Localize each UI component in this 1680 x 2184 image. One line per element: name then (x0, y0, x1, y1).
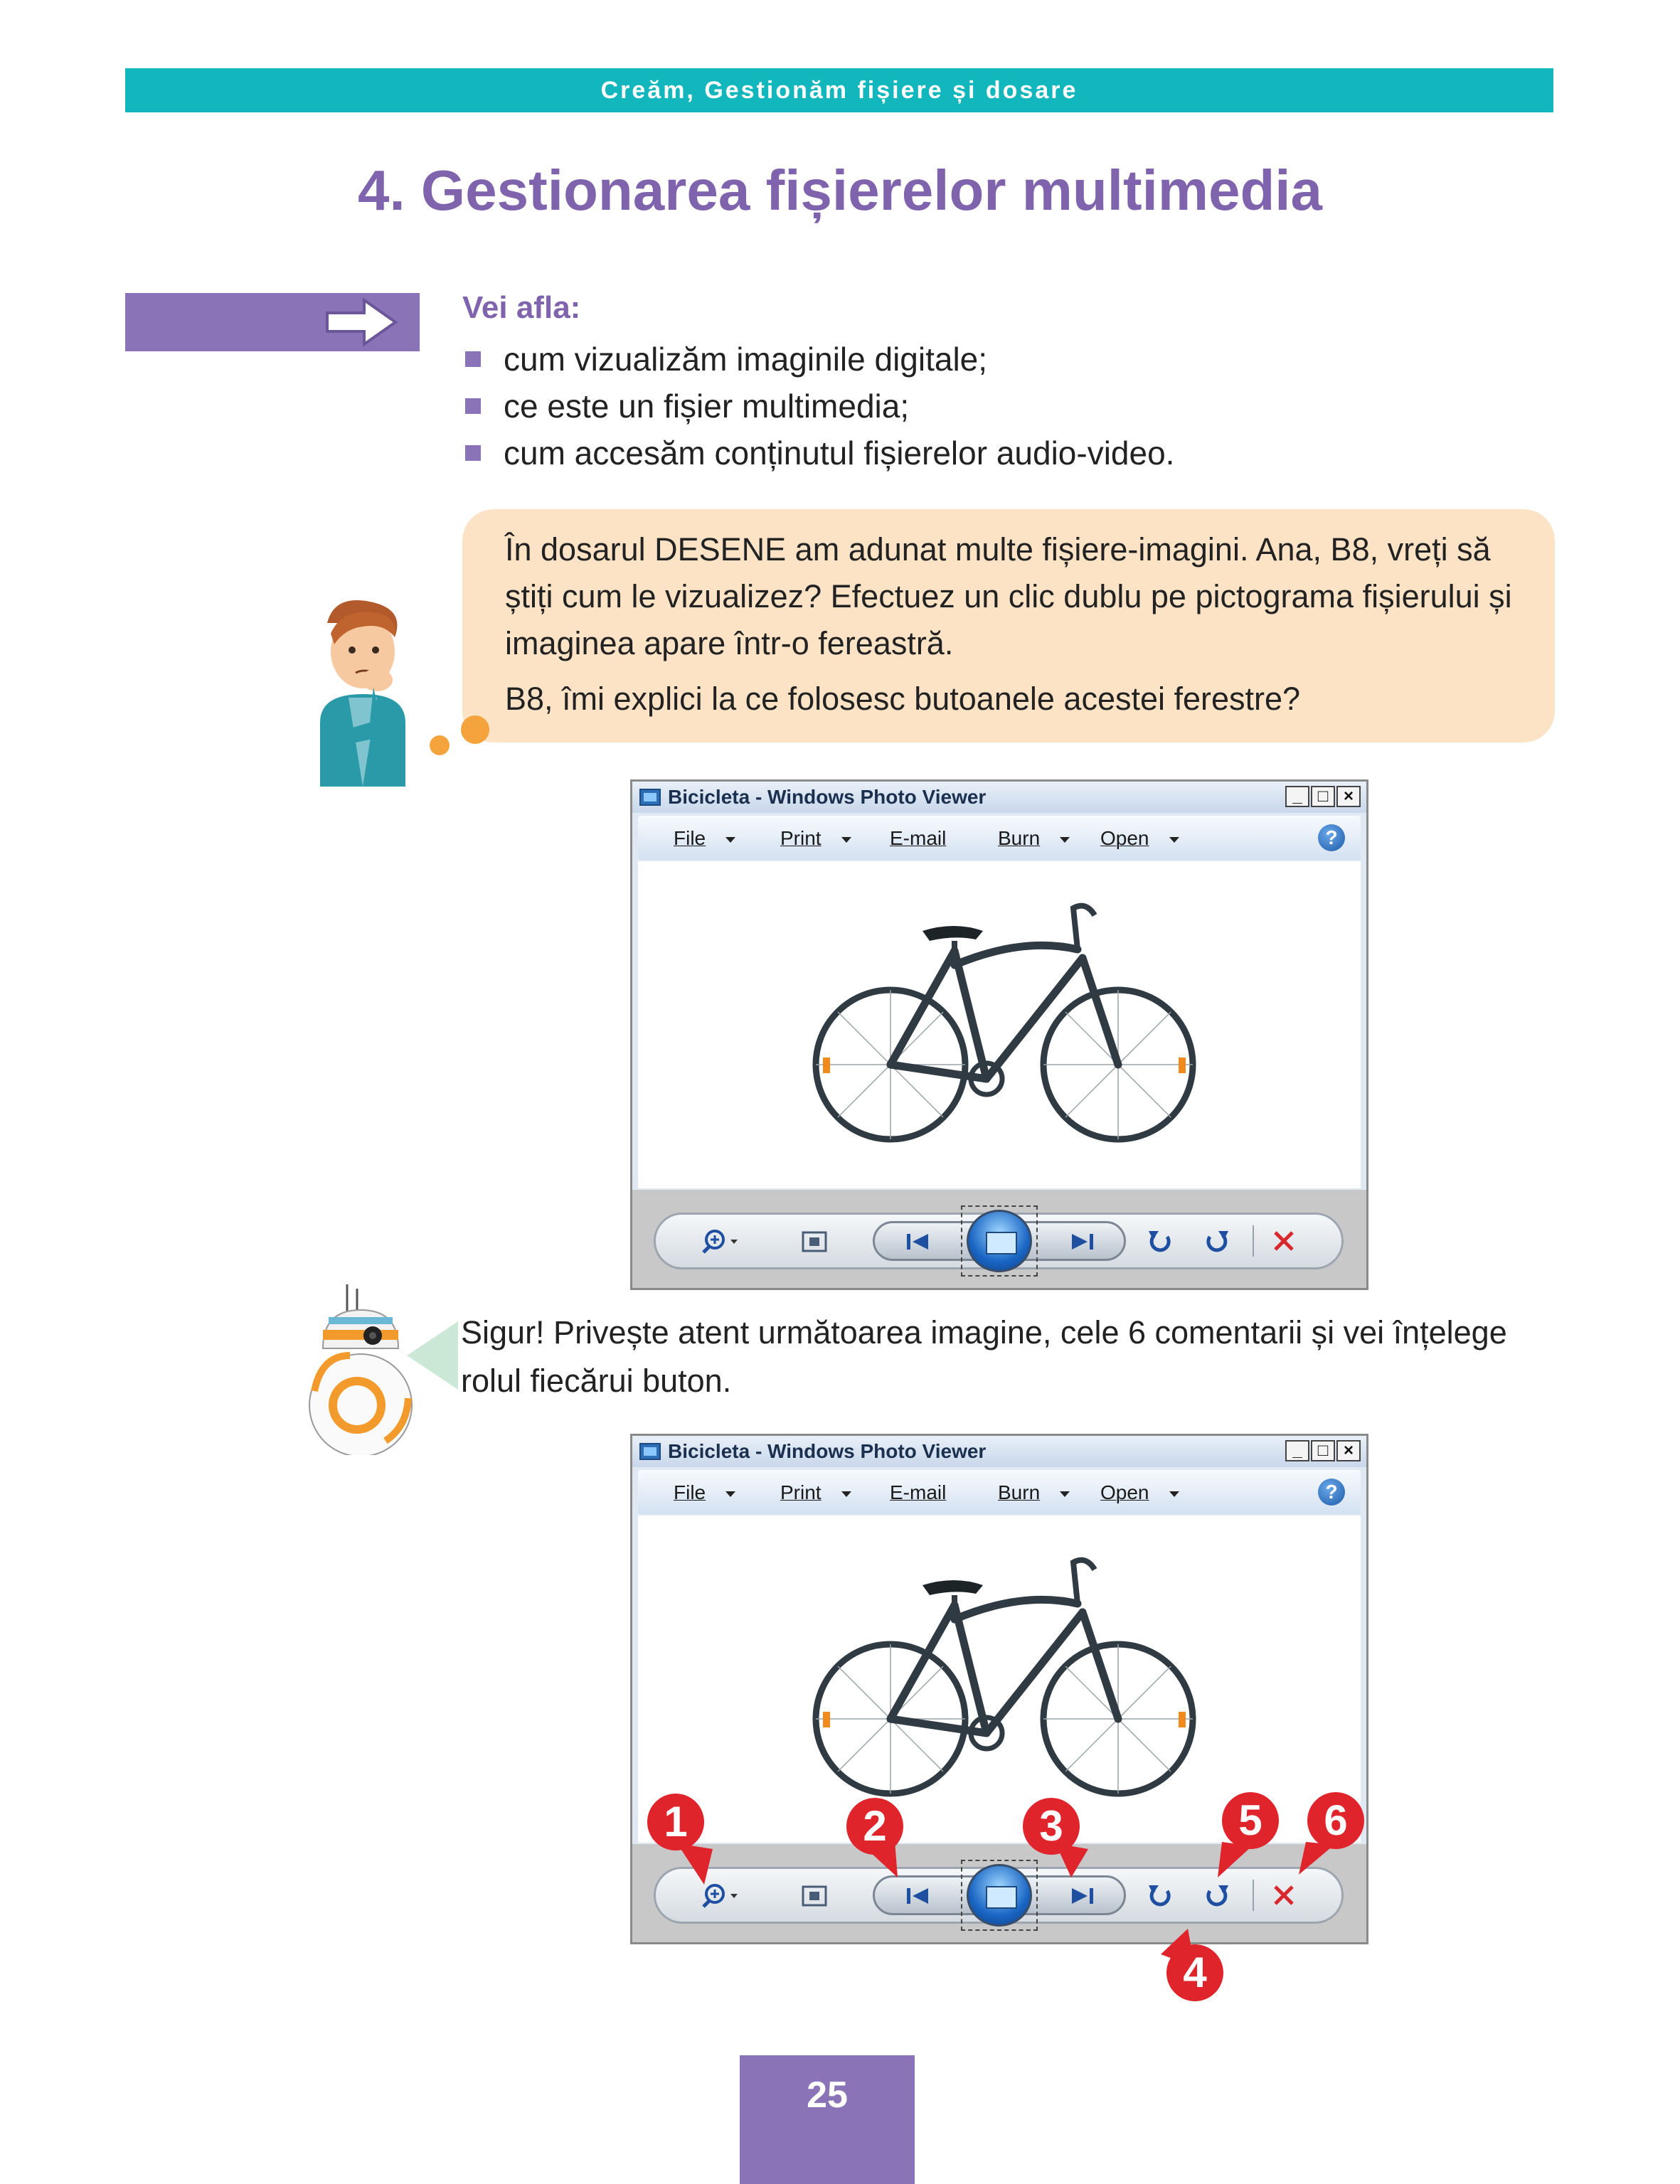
objectives-heading: Vei afla: (462, 290, 581, 325)
robot-reply: Sigur! Privește atent următoarea imagine, cele 6 comentarii și vei înțelege rolul fiecărui buton. (461, 1314, 1507, 1399)
menu-email[interactable]: E-mail (890, 827, 947, 849)
close-window-button[interactable]: × (1336, 1440, 1361, 1461)
objective-item: ce este un fișier multimedia; (462, 383, 1174, 430)
menu-burn[interactable]: Burn (998, 827, 1070, 850)
callout-badge-4: 4 (1166, 1944, 1223, 2001)
callout-badge-5: 5 (1222, 1792, 1279, 1849)
objective-item: cum vizualizăm imaginile digitale; (462, 336, 1174, 383)
window-title: Bicicleta - Windows Photo Viewer (668, 786, 987, 808)
speech-paragraph: B8, îmi explici la ce folosesc butoanele acestei ferestre? (505, 681, 1301, 717)
menu-file[interactable]: File (674, 827, 735, 850)
chapter-header: Creăm, Gestionăm fișiere și dosare (125, 68, 1553, 112)
callout-badge-1: 1 (647, 1794, 704, 1850)
window-title: Bicicleta - Windows Photo Viewer (668, 1440, 987, 1462)
speech-paragraph: În dosarul DESENE am adunat multe fișiere-imagini. Ana, B8, vreți să știți cum le vizualizez? Efectuez un clic dublu pe pictograma fișierului și imaginea apare într-o fereastră. (505, 531, 1512, 661)
close-window-button[interactable]: × (1336, 786, 1361, 807)
page-number-box (740, 2055, 915, 2184)
maximize-button[interactable]: □ (1311, 1440, 1335, 1461)
menu-file[interactable]: File (674, 1481, 735, 1504)
menu-burn[interactable]: Burn (998, 1481, 1070, 1504)
maximize-button[interactable]: □ (1311, 786, 1335, 807)
menu-print[interactable]: Print (780, 1481, 851, 1504)
callout-badge-6: 6 (1307, 1792, 1364, 1849)
help-icon[interactable]: ? (1318, 1479, 1345, 1506)
help-icon[interactable]: ? (1318, 824, 1345, 851)
menu-email[interactable]: E-mail (890, 1481, 947, 1503)
callout-badge-3: 3 (1023, 1798, 1080, 1855)
page-number: 25 (807, 2074, 848, 2116)
callout-badge-2: 2 (846, 1798, 903, 1855)
minimize-button[interactable]: _ (1285, 786, 1309, 807)
menu-open[interactable]: Open (1100, 1481, 1179, 1504)
objective-item: cum accesăm conținutul fișierelor audio-video. (462, 430, 1174, 476)
menu-print[interactable]: Print (780, 827, 851, 850)
minimize-button[interactable]: _ (1285, 1440, 1309, 1461)
menu-open[interactable]: Open (1100, 827, 1179, 850)
page-title: 4. Gestionarea fișierelor multimedia (357, 159, 1323, 222)
